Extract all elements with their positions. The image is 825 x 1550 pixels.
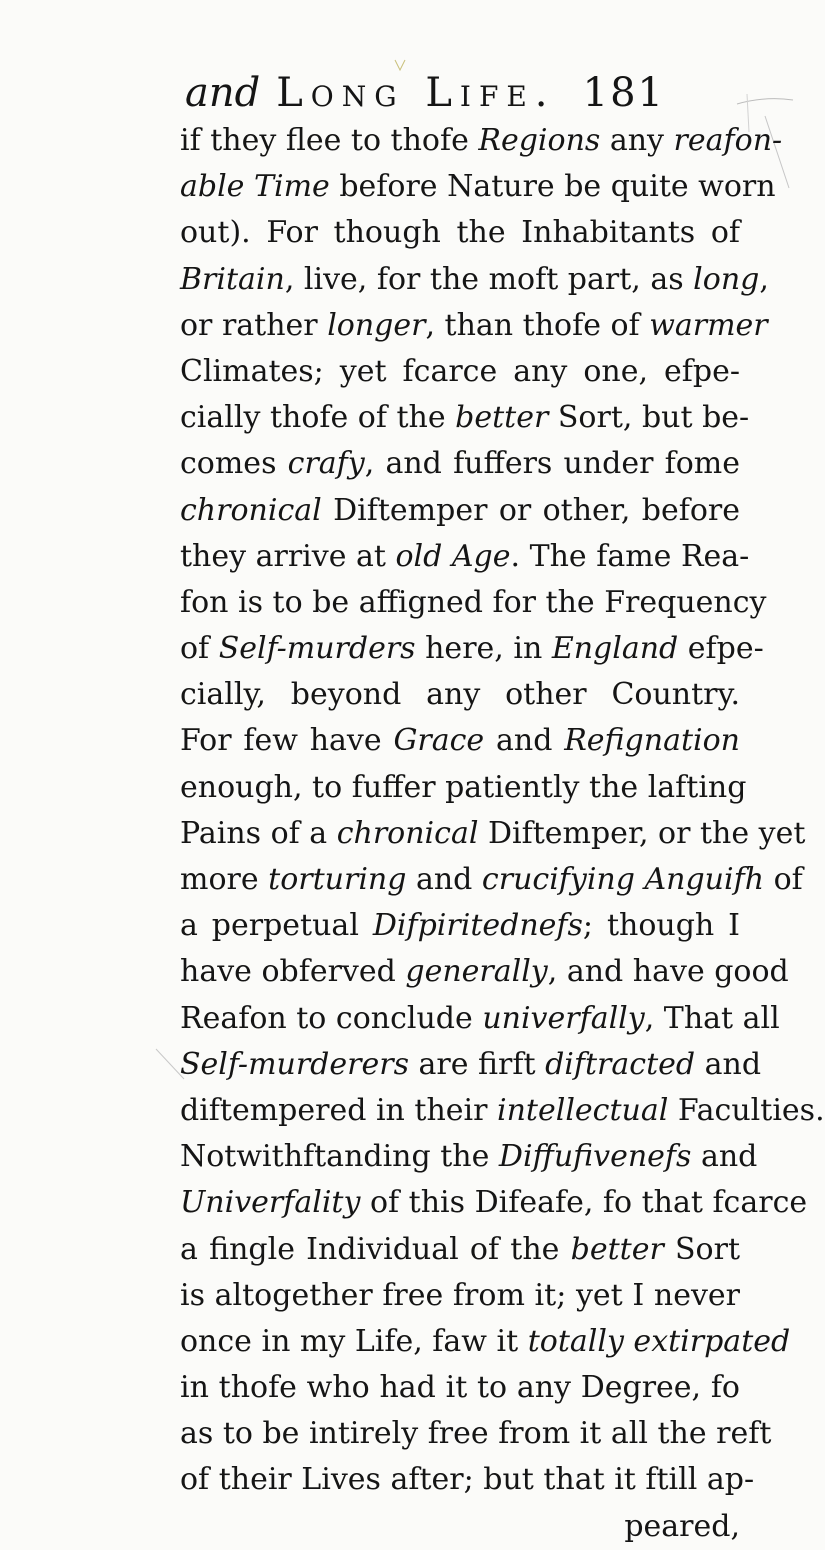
text-line: cially thofe of the better Sort, but be- bbox=[180, 400, 750, 436]
text-line: a perpetual Difpiritednefs; though I bbox=[180, 908, 740, 944]
text-line: Pains of a chronical Diftemper, or the yet bbox=[180, 815, 806, 851]
text-line: Reafon to conclude univerfally, That all bbox=[180, 1000, 780, 1036]
text-line: once in my Life, faw it totally extirpated bbox=[180, 1323, 791, 1359]
text-line: Climates; yet fcarce any one, efpe- bbox=[180, 353, 740, 389]
text-line: For few have Grace and Refignation bbox=[180, 723, 740, 759]
text-line: fon is to be affigned for the Frequency bbox=[180, 584, 767, 620]
text-line: diftempered in their intellectual Faculties. bbox=[180, 1092, 825, 1128]
header-italic: and bbox=[185, 70, 261, 116]
text-line: is altogether free from it; yet I never bbox=[180, 1277, 740, 1313]
text-line: if they flee to thofe Regions any reafon- bbox=[180, 123, 783, 158]
text-line: they arrive at old Age. The fame Rea- bbox=[180, 538, 750, 574]
text-line: comes crafy, and fuffers under fome bbox=[180, 446, 740, 482]
text-line: as to be intirely free from it all the reft bbox=[180, 1416, 772, 1452]
text-line: or rather longer, than thofe of warmer bbox=[180, 307, 768, 343]
body-text bbox=[180, 118, 825, 1550]
text-line: out). For though the Inhabitants of bbox=[180, 215, 740, 251]
text-line: Notwithftanding the Diffufivenefs and bbox=[180, 1139, 758, 1175]
text-line: Univerfality of this Difeafe, fo that fcarce bbox=[180, 1185, 808, 1221]
text-line: peared, bbox=[624, 1508, 740, 1544]
text-line: Britain, live, for the moft part, as long, bbox=[180, 261, 769, 297]
text-line: cially, beyond any other Country. bbox=[180, 677, 740, 713]
text-line: have obferved generally, and have good bbox=[180, 954, 789, 990]
text-line: chronical Diftemper or other, before bbox=[180, 492, 740, 528]
text-line: Self-murderers are firft diftracted and bbox=[180, 1046, 762, 1082]
text-line: of their Lives after; but that it ftill ap- bbox=[180, 1462, 755, 1498]
text-line: able Time before Nature be quite worn bbox=[180, 169, 776, 205]
page-number: 181 bbox=[582, 70, 665, 116]
text-line: of Self-murders here, in England efpe- bbox=[180, 631, 764, 667]
text-line: in thofe who had it to any Degree, fo bbox=[180, 1370, 740, 1406]
text-line: a fingle Individual of the better Sort bbox=[180, 1231, 741, 1267]
header-title: Long Life. bbox=[276, 70, 556, 116]
text-line: more torturing and crucifying Anguifh of bbox=[180, 862, 803, 897]
text-line: enough, to fuffer patiently the lafting bbox=[180, 769, 747, 805]
